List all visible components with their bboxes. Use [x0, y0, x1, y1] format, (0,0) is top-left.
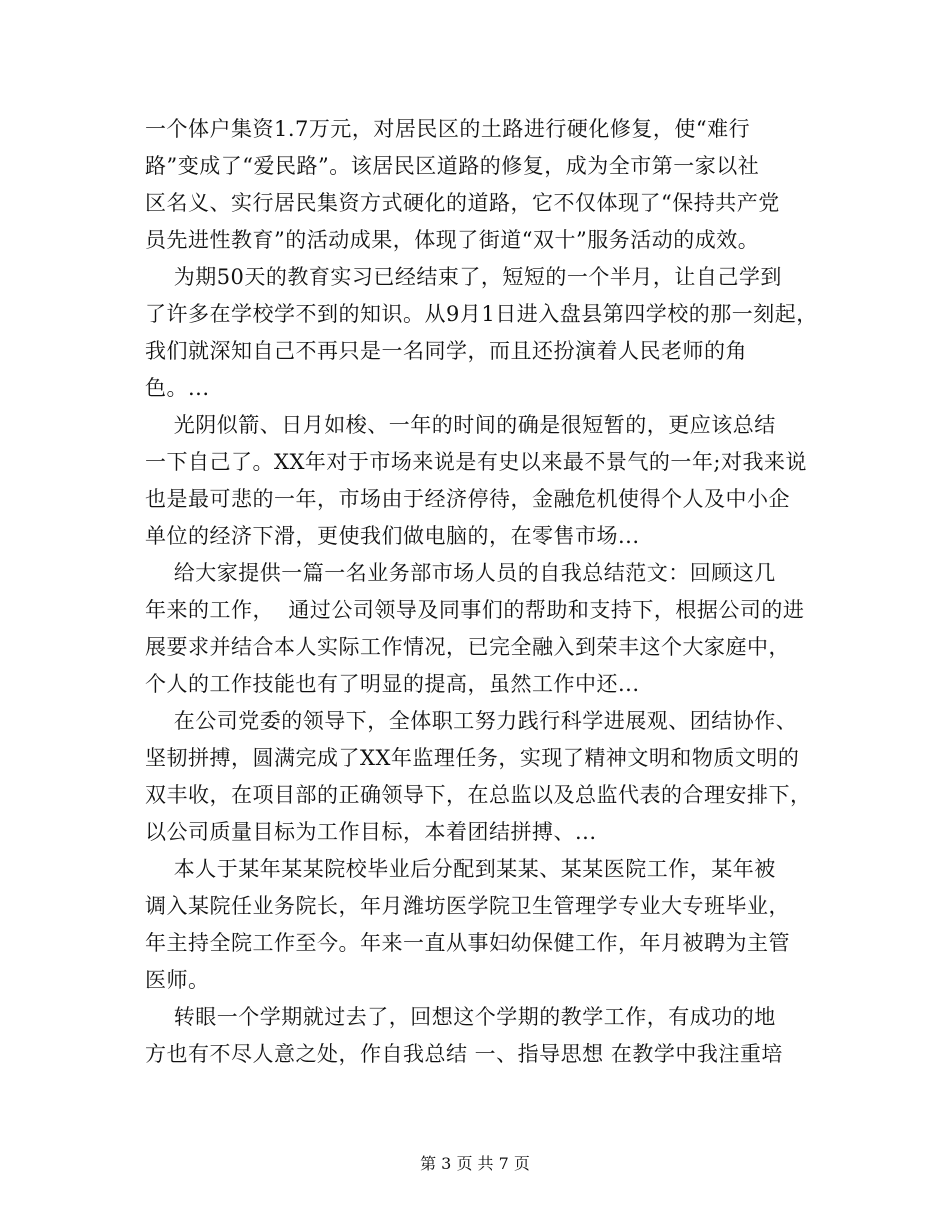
text-line: 区名义、实行居民集资方式硬化的道路，它不仅体现了“保持共产党	[145, 191, 780, 215]
text-line: 医师。	[145, 968, 210, 992]
text-line: 以公司质量目标为工作目标，本着团结拼搏、...	[145, 820, 597, 844]
text-line: 方也有不尽人意之处，作自我总结 一、指导思想 在教学中我注重培	[145, 1042, 783, 1066]
text-line: 员先进性教育”的活动成果，体现了街道“双十”服务活动的成效。	[145, 228, 760, 252]
text-line: 坚韧拼搏，圆满完成了XX年监理任务，实现了精神文明和物质文明的	[145, 746, 800, 770]
text-line: 也是最可悲的一年，市场由于经济停待，金融危机使得个人及中小企	[145, 487, 790, 511]
text-line: 转眼一个学期就过去了，回想这个学期的教学工作，有成功的地	[145, 1005, 776, 1029]
text-line: 光阴似箭、日月如梭、一年的时间的确是很短暂的，更应该总结	[145, 413, 776, 437]
text-line: 年来的工作， 通过公司领导及同事们的帮助和支持下，根据公司的进	[145, 598, 805, 622]
page-number-footer: 第 3 页 共 7 页	[420, 1154, 530, 1173]
text-line: 在公司党委的领导下，全体职工努力践行科学进展观、团结协作、	[145, 709, 798, 733]
text-line: 路”变成了“爱民路”。该居民区道路的修复，成为全市第一家以社	[145, 154, 760, 178]
text-line: 给大家提供一篇一名业务部市场人员的自我总结范文：回顾这几	[145, 561, 776, 585]
text-line: 展要求并结合本人实际工作情况，已完全融入到荣丰这个大家庭中，	[145, 635, 790, 659]
text-line: 为期50天的教育实习已经结束了，短短的一个半月，让自己学到	[145, 265, 782, 289]
text-line: 单位的经济下滑，更使我们做电脑的，在零售市场...	[145, 524, 640, 548]
text-line: 一下自己了。XX年对于市场来说是有史以来最不景气的一年;对我来说	[145, 450, 807, 474]
text-line: 调入某院任业务院长，年月潍坊医学院卫生管理学专业大专班毕业，	[145, 894, 790, 918]
text-line: 个人的工作技能也有了明显的提高，虽然工作中还...	[145, 672, 640, 696]
text-line: 了许多在学校学不到的知识。从9月1日进入盘县第四学校的那一刻起，	[145, 302, 818, 326]
text-line: 年主持全院工作至今。年来一直从事妇幼保健工作，年月被聘为主管	[145, 931, 790, 955]
text-line: 我们就深知自己不再只是一名同学，而且还扮演着人民老师的角	[145, 339, 747, 363]
text-line: 色。...	[145, 376, 210, 400]
text-line: 本人于某年某某院校毕业后分配到某某、某某医院工作，某年被	[145, 857, 776, 881]
text-line: 一个体户集资1.7万元，对居民区的土路进行硬化修复，使“难行	[145, 117, 751, 141]
text-line: 双丰收，在项目部的正确领导下，在总监以及总监代表的合理安排下，	[145, 783, 812, 807]
